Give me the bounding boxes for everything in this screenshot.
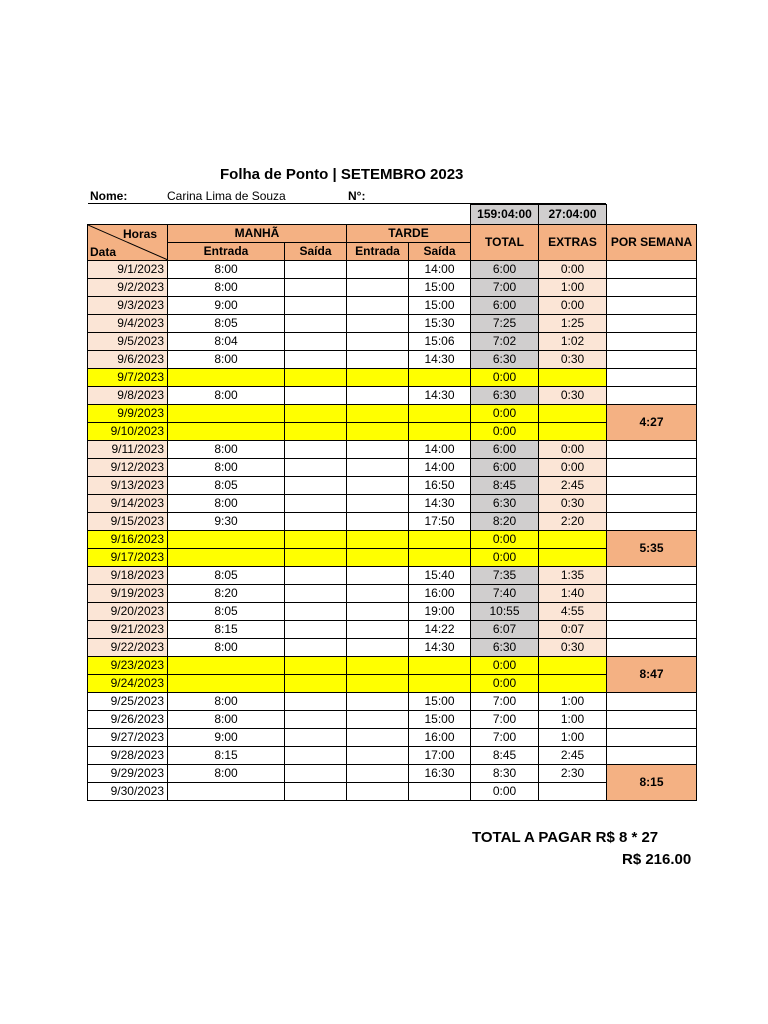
total-cell: 8:20: [471, 513, 539, 531]
date-cell: 9/25/2023: [88, 693, 168, 711]
date-cell: 9/21/2023: [88, 621, 168, 639]
horas-data-header: [88, 225, 168, 261]
manha-entrada-cell: [168, 657, 285, 675]
total-cell: 6:00: [471, 441, 539, 459]
tarde-entrada-cell: [347, 621, 409, 639]
manha-saida-header: Saída: [285, 243, 347, 261]
extras-cell: 1:00: [539, 729, 607, 747]
table-row: [88, 693, 697, 711]
manha-entrada-cell: 8:00: [168, 639, 285, 657]
tarde-entrada-cell: [347, 675, 409, 693]
total-cell: 8:30: [471, 765, 539, 783]
tarde-saida-cell: 17:00: [409, 747, 471, 765]
tarde-saida-cell: 15:40: [409, 567, 471, 585]
weekly-empty-cell: [607, 315, 697, 333]
tarde-saida-cell: 14:30: [409, 351, 471, 369]
total-cell: 7:40: [471, 585, 539, 603]
total-cell: 6:00: [471, 261, 539, 279]
date-cell: 9/13/2023: [88, 477, 168, 495]
manha-saida-cell: [285, 549, 347, 567]
tarde-entrada-cell: [347, 477, 409, 495]
tarde-entrada-cell: [347, 657, 409, 675]
total-cell: 7:00: [471, 729, 539, 747]
tarde-saida-cell: 14:30: [409, 639, 471, 657]
tarde-entrada-cell: [347, 711, 409, 729]
weekly-empty-cell: [607, 351, 697, 369]
total-cell: 7:00: [471, 693, 539, 711]
tarde-entrada-cell: [347, 405, 409, 423]
table-row: [88, 513, 697, 531]
extras-cell: 0:07: [539, 621, 607, 639]
date-cell: 9/26/2023: [88, 711, 168, 729]
weekly-empty-cell: [607, 261, 697, 279]
tarde-saida-cell: 14:00: [409, 261, 471, 279]
tarde-saida-cell: [409, 369, 471, 387]
weekly-total-cell: 8:15: [607, 765, 697, 801]
date-cell: 9/11/2023: [88, 441, 168, 459]
date-cell: 9/24/2023: [88, 675, 168, 693]
summary-row: [88, 205, 697, 225]
tarde-saida-cell: 14:30: [409, 387, 471, 405]
tarde-saida-cell: 17:50: [409, 513, 471, 531]
tarde-saida-cell: 16:30: [409, 765, 471, 783]
manha-entrada-cell: 8:00: [168, 351, 285, 369]
tarde-saida-header: Saída: [409, 243, 471, 261]
extras-cell: [539, 405, 607, 423]
date-cell: 9/27/2023: [88, 729, 168, 747]
date-cell: 9/18/2023: [88, 567, 168, 585]
manha-entrada-cell: [168, 531, 285, 549]
extras-cell: [539, 783, 607, 801]
total-cell: 7:00: [471, 279, 539, 297]
date-cell: 9/2/2023: [88, 279, 168, 297]
table-row: [88, 711, 697, 729]
manha-saida-cell: [285, 603, 347, 621]
tarde-entrada-cell: [347, 441, 409, 459]
manha-saida-cell: [285, 693, 347, 711]
total-header: TOTAL: [471, 225, 539, 261]
manha-entrada-cell: [168, 369, 285, 387]
manha-saida-cell: [285, 423, 347, 441]
tarde-entrada-cell: [347, 261, 409, 279]
manha-entrada-cell: [168, 405, 285, 423]
manha-entrada-cell: [168, 423, 285, 441]
manha-entrada-cell: 8:00: [168, 693, 285, 711]
weekly-empty-cell: [607, 387, 697, 405]
tarde-saida-cell: 15:00: [409, 297, 471, 315]
weekly-empty-cell: [607, 459, 697, 477]
manha-saida-cell: [285, 765, 347, 783]
date-cell: 9/1/2023: [88, 261, 168, 279]
table-row: [88, 603, 697, 621]
date-cell: 9/6/2023: [88, 351, 168, 369]
date-cell: 9/8/2023: [88, 387, 168, 405]
manha-saida-cell: [285, 405, 347, 423]
total-cell: 6:30: [471, 387, 539, 405]
manha-entrada-cell: 8:00: [168, 459, 285, 477]
manha-entrada-cell: 8:04: [168, 333, 285, 351]
tarde-saida-cell: 16:50: [409, 477, 471, 495]
manha-saida-cell: [285, 585, 347, 603]
total-cell: 8:45: [471, 477, 539, 495]
manha-entrada-cell: [168, 783, 285, 801]
weekly-empty-cell: [607, 621, 697, 639]
extras-cell: 0:00: [539, 459, 607, 477]
table-row: [88, 423, 697, 441]
manha-saida-cell: [285, 783, 347, 801]
total-cell: 0:00: [471, 675, 539, 693]
table-row: [88, 279, 697, 297]
data-label: Data: [90, 245, 117, 259]
manha-entrada-cell: 8:05: [168, 315, 285, 333]
manha-entrada-cell: 8:00: [168, 261, 285, 279]
table-row: [88, 657, 697, 675]
manha-saida-cell: [285, 387, 347, 405]
extras-cell: 1:00: [539, 279, 607, 297]
tarde-entrada-cell: [347, 369, 409, 387]
weekly-empty-cell: [607, 729, 697, 747]
manha-entrada-cell: 8:00: [168, 387, 285, 405]
date-cell: 9/29/2023: [88, 765, 168, 783]
manha-saida-cell: [285, 567, 347, 585]
manha-saida-cell: [285, 639, 347, 657]
number-label: N°:: [348, 189, 366, 203]
employee-name: Carina Lima de Souza: [167, 189, 286, 203]
manha-saida-cell: [285, 747, 347, 765]
extras-cell: 2:45: [539, 477, 607, 495]
table-row: [88, 297, 697, 315]
table-row: [88, 639, 697, 657]
manha-saida-cell: [285, 333, 347, 351]
extras-cell: [539, 657, 607, 675]
total-cell: 0:00: [471, 369, 539, 387]
weekly-empty-cell: [607, 297, 697, 315]
weekly-empty-cell: [607, 603, 697, 621]
weekly-empty-cell: [607, 477, 697, 495]
manha-saida-cell: [285, 261, 347, 279]
total-cell: 7:35: [471, 567, 539, 585]
total-cell: 0:00: [471, 405, 539, 423]
tarde-saida-cell: [409, 405, 471, 423]
total-cell: 10:55: [471, 603, 539, 621]
extras-cell: [539, 423, 607, 441]
total-cell: 7:00: [471, 711, 539, 729]
table-row: [88, 585, 697, 603]
date-cell: 9/17/2023: [88, 549, 168, 567]
total-cell: 0:00: [471, 531, 539, 549]
extras-cell: [539, 549, 607, 567]
total-extras-summary: 27:04:00: [539, 205, 607, 225]
weekly-empty-cell: [607, 585, 697, 603]
manha-saida-cell: [285, 279, 347, 297]
manha-saida-cell: [285, 675, 347, 693]
tarde-entrada-header: Entrada: [347, 243, 409, 261]
table-row: [88, 459, 697, 477]
manha-entrada-cell: [168, 675, 285, 693]
weekly-empty-cell: [607, 333, 697, 351]
weekly-empty-cell: [607, 495, 697, 513]
total-cell: 7:25: [471, 315, 539, 333]
manha-entrada-cell: 8:00: [168, 279, 285, 297]
date-cell: 9/5/2023: [88, 333, 168, 351]
total-cell: 6:30: [471, 495, 539, 513]
tarde-saida-cell: 16:00: [409, 729, 471, 747]
extras-cell: 2:30: [539, 765, 607, 783]
tarde-entrada-cell: [347, 549, 409, 567]
date-cell: 9/7/2023: [88, 369, 168, 387]
total-cell: 6:07: [471, 621, 539, 639]
date-cell: 9/4/2023: [88, 315, 168, 333]
weekly-empty-cell: [607, 639, 697, 657]
table-row: [88, 387, 697, 405]
tarde-entrada-cell: [347, 747, 409, 765]
date-cell: 9/9/2023: [88, 405, 168, 423]
extras-cell: 0:00: [539, 297, 607, 315]
total-hours-summary: 159:04:00: [471, 205, 539, 225]
manha-entrada-cell: 8:00: [168, 711, 285, 729]
manha-entrada-cell: 8:05: [168, 477, 285, 495]
extras-cell: 1:00: [539, 711, 607, 729]
extras-cell: 0:30: [539, 495, 607, 513]
table-row: [88, 333, 697, 351]
manha-entrada-cell: 8:00: [168, 765, 285, 783]
tarde-entrada-cell: [347, 765, 409, 783]
date-cell: 9/20/2023: [88, 603, 168, 621]
date-cell: 9/14/2023: [88, 495, 168, 513]
extras-cell: [539, 675, 607, 693]
table-row: [88, 783, 697, 801]
table-row: [88, 675, 697, 693]
tarde-entrada-cell: [347, 315, 409, 333]
tarde-header: TARDE: [347, 225, 471, 243]
extras-cell: 0:00: [539, 441, 607, 459]
manha-entrada-cell: 9:00: [168, 297, 285, 315]
weekly-empty-cell: [607, 441, 697, 459]
horas-label: Horas: [122, 227, 157, 241]
manha-saida-cell: [285, 711, 347, 729]
weekly-empty-cell: [607, 567, 697, 585]
manha-entrada-cell: 8:00: [168, 441, 285, 459]
manha-saida-cell: [285, 495, 347, 513]
manha-header: MANHÃ: [168, 225, 347, 243]
extras-cell: 0:30: [539, 387, 607, 405]
table-row: [88, 405, 697, 423]
tarde-entrada-cell: [347, 495, 409, 513]
date-cell: 9/28/2023: [88, 747, 168, 765]
extras-cell: 2:20: [539, 513, 607, 531]
tarde-saida-cell: [409, 549, 471, 567]
tarde-entrada-cell: [347, 333, 409, 351]
total-cell: 0:00: [471, 549, 539, 567]
tarde-saida-cell: [409, 675, 471, 693]
total-cell: 0:00: [471, 657, 539, 675]
tarde-saida-cell: 14:00: [409, 459, 471, 477]
total-cell: 0:00: [471, 783, 539, 801]
table-row: [88, 369, 697, 387]
manha-entrada-cell: 8:15: [168, 621, 285, 639]
manha-saida-cell: [285, 297, 347, 315]
sheet-title: Folha de Ponto | SETEMBRO 2023: [220, 166, 464, 183]
date-cell: 9/3/2023: [88, 297, 168, 315]
table-row: [88, 567, 697, 585]
table-row: [88, 315, 697, 333]
weekly-total-cell: 4:27: [607, 405, 697, 441]
tarde-entrada-cell: [347, 603, 409, 621]
tarde-entrada-cell: [347, 387, 409, 405]
table-row: [88, 351, 697, 369]
tarde-saida-cell: 16:00: [409, 585, 471, 603]
tarde-entrada-cell: [347, 279, 409, 297]
tarde-saida-cell: [409, 657, 471, 675]
manha-saida-cell: [285, 531, 347, 549]
manha-saida-cell: [285, 351, 347, 369]
tarde-saida-cell: [409, 531, 471, 549]
tarde-entrada-cell: [347, 639, 409, 657]
weekly-empty-cell: [607, 279, 697, 297]
table-row: [88, 495, 697, 513]
extras-header: EXTRAS: [539, 225, 607, 261]
table-row: [88, 441, 697, 459]
table-row: [88, 477, 697, 495]
manha-saida-cell: [285, 441, 347, 459]
tarde-entrada-cell: [347, 531, 409, 549]
weekly-empty-cell: [607, 711, 697, 729]
extras-cell: [539, 531, 607, 549]
total-cell: 6:00: [471, 297, 539, 315]
table-row: [88, 549, 697, 567]
extras-cell: 0:00: [539, 261, 607, 279]
manha-saida-cell: [285, 621, 347, 639]
tarde-saida-cell: 14:30: [409, 495, 471, 513]
total-a-pagar-label: TOTAL A PAGAR R$ 8 * 27: [472, 829, 659, 846]
date-cell: 9/30/2023: [88, 783, 168, 801]
name-label: Nome:: [90, 189, 128, 203]
por-semana-header: POR SEMANA: [607, 225, 697, 261]
tarde-entrada-cell: [347, 459, 409, 477]
extras-cell: 2:45: [539, 747, 607, 765]
manha-saida-cell: [285, 513, 347, 531]
manha-entrada-cell: 8:00: [168, 495, 285, 513]
extras-cell: 0:30: [539, 639, 607, 657]
tarde-entrada-cell: [347, 729, 409, 747]
total-cell: 7:02: [471, 333, 539, 351]
tarde-entrada-cell: [347, 423, 409, 441]
manha-saida-cell: [285, 369, 347, 387]
table-row: [88, 261, 697, 279]
date-cell: 9/16/2023: [88, 531, 168, 549]
date-cell: 9/19/2023: [88, 585, 168, 603]
tarde-entrada-cell: [347, 567, 409, 585]
tarde-saida-cell: 15:30: [409, 315, 471, 333]
weekly-empty-cell: [607, 747, 697, 765]
tarde-saida-cell: 15:00: [409, 693, 471, 711]
date-cell: 9/22/2023: [88, 639, 168, 657]
extras-cell: [539, 369, 607, 387]
weekly-empty-cell: [607, 693, 697, 711]
manha-entrada-cell: 8:20: [168, 585, 285, 603]
tarde-saida-cell: 14:00: [409, 441, 471, 459]
table-row: [88, 531, 697, 549]
manha-entrada-cell: 9:00: [168, 729, 285, 747]
total-a-pagar-amount: R$ 216.00: [622, 851, 692, 868]
weekly-total-cell: 5:35: [607, 531, 697, 567]
extras-cell: 1:02: [539, 333, 607, 351]
date-cell: 9/15/2023: [88, 513, 168, 531]
extras-cell: 1:40: [539, 585, 607, 603]
total-cell: 8:45: [471, 747, 539, 765]
tarde-entrada-cell: [347, 351, 409, 369]
header-row-1: [88, 225, 697, 243]
tarde-saida-cell: 19:00: [409, 603, 471, 621]
tarde-saida-cell: [409, 423, 471, 441]
weekly-empty-cell: [607, 513, 697, 531]
extras-cell: 4:55: [539, 603, 607, 621]
manha-saida-cell: [285, 315, 347, 333]
tarde-saida-cell: 15:00: [409, 711, 471, 729]
tarde-entrada-cell: [347, 297, 409, 315]
tarde-entrada-cell: [347, 783, 409, 801]
manha-saida-cell: [285, 729, 347, 747]
tarde-saida-cell: 15:00: [409, 279, 471, 297]
extras-cell: 1:25: [539, 315, 607, 333]
date-cell: 9/10/2023: [88, 423, 168, 441]
tarde-entrada-cell: [347, 513, 409, 531]
table-row: [88, 747, 697, 765]
manha-saida-cell: [285, 477, 347, 495]
tarde-saida-cell: 15:06: [409, 333, 471, 351]
manha-entrada-cell: 8:15: [168, 747, 285, 765]
manha-saida-cell: [285, 459, 347, 477]
manha-entrada-cell: 8:05: [168, 567, 285, 585]
date-cell: 9/12/2023: [88, 459, 168, 477]
timesheet-table: [87, 204, 697, 801]
total-cell: 6:30: [471, 351, 539, 369]
manha-entrada-cell: [168, 549, 285, 567]
extras-cell: 1:00: [539, 693, 607, 711]
tarde-saida-cell: 14:22: [409, 621, 471, 639]
total-cell: 6:00: [471, 459, 539, 477]
total-cell: 0:00: [471, 423, 539, 441]
manha-entrada-header: Entrada: [168, 243, 285, 261]
manha-entrada-cell: 8:05: [168, 603, 285, 621]
manha-entrada-cell: 9:30: [168, 513, 285, 531]
tarde-entrada-cell: [347, 585, 409, 603]
manha-saida-cell: [285, 657, 347, 675]
weekly-total-cell: 8:47: [607, 657, 697, 693]
table-row: [88, 765, 697, 783]
extras-cell: 1:35: [539, 567, 607, 585]
weekly-empty-cell: [607, 369, 697, 387]
date-cell: 9/23/2023: [88, 657, 168, 675]
table-row: [88, 729, 697, 747]
extras-cell: 0:30: [539, 351, 607, 369]
table-row: [88, 621, 697, 639]
tarde-entrada-cell: [347, 693, 409, 711]
total-cell: 6:30: [471, 639, 539, 657]
tarde-saida-cell: [409, 783, 471, 801]
